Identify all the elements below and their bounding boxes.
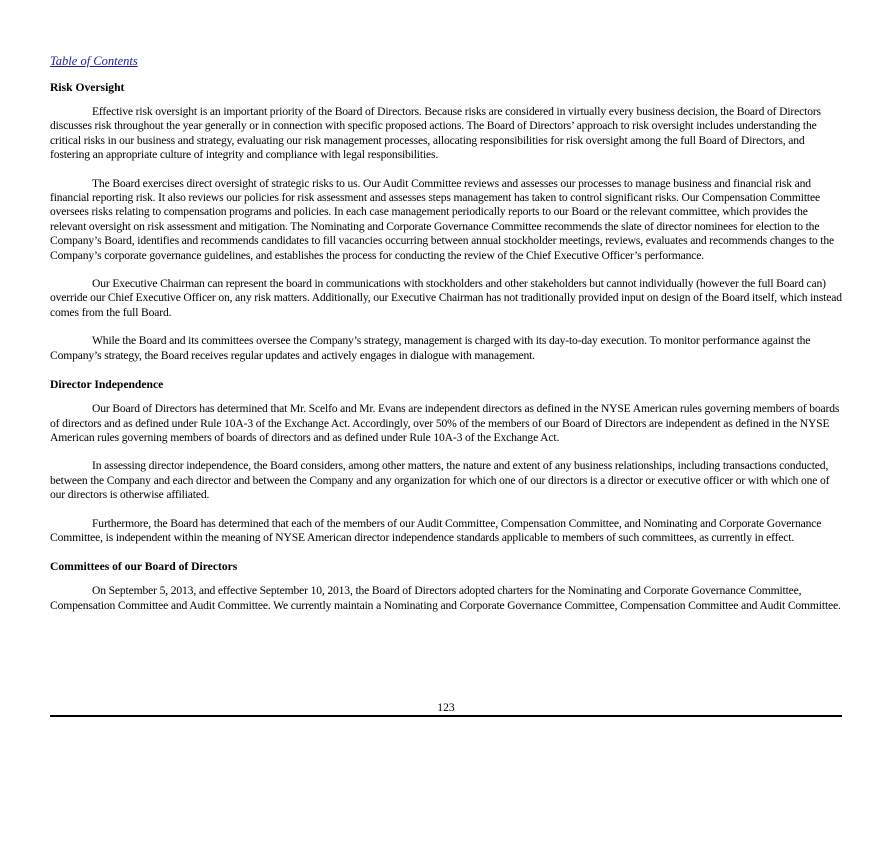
section-committees xyxy=(50,559,842,613)
spacer xyxy=(50,545,842,559)
spacer xyxy=(50,363,842,377)
page-number: 123 xyxy=(437,701,455,714)
section-director-independence xyxy=(50,377,842,545)
spacer xyxy=(50,95,842,105)
spacer xyxy=(50,574,842,584)
risk-oversight-paragraph-1: Effective risk oversight is an important priority of the Board of Directors. Because risks are considered in virtually every business decision, the Board of Directors discusses risk throughout the year generally or in connection with specific proposed actions. The Board of Directors’ approach to risk oversight includes understanding the critical risks in our business and strategy, evaluating our risk management processes, allocating responsibilities for risk oversight among the full Board of Directors, and fostering an appropriate culture of integrity and compliance with legal responsibilities. xyxy=(50,105,821,162)
spacer xyxy=(50,392,842,402)
section-heading-director-independence: Director Independence xyxy=(50,378,164,392)
risk-oversight-paragraph-4: While the Board and its committees oversee the Company’s strategy, management is charged with its day-to-day execution. To monitor performance against the Company’s strategy, the Board receives regular updates and actively engages in dialogue with management. xyxy=(50,334,811,362)
section-heading-risk-oversight: Risk Oversight xyxy=(50,81,125,94)
spacer xyxy=(50,445,842,459)
committees-paragraph-1: On September 5, 2013, and effective September 10, 2013, the Board of Directors adopted charters for the Nominating and Corporate Governance Committee, Compensation Committee and Audit Committee. We currently maintain a Nominating and Corporate Governance Committee, Compensation Committee and Audit Committee. xyxy=(50,584,841,612)
risk-oversight-paragraph-3: Our Executive Chairman can represent the board in communications with stockholders and other stakeholders but cannot individually (however the full Board can) override our Chief Executive Officer on, any risk matters. Additionally, our Executive Chairman has not traditionally provided input on design of the Board itself, which instead comes from the full Board. xyxy=(50,277,842,319)
table-of-contents-link[interactable]: Table of Contents xyxy=(50,54,138,68)
section-risk-oversight xyxy=(50,80,842,363)
spacer xyxy=(50,320,842,334)
risk-oversight-paragraph-2: The Board exercises direct oversight of strategic risks to us. Our Audit Committee reviews and assesses our processes to manage business and financial risk and financial reporting risk. It also reviews our policies for risk assessment and assesses steps management has taken to control significant risks. Our Compensation Committee oversees risks relating to compensation programs and policies. In each case management periodically reports to our Board or the relevant committee, which provides the relevant oversight on risk assessment and mitigation. The Nominating and Corporate Governance Committee recommends the slate of director nominees for election to the Company’s Board, identifies and recommends candidates to fill vacancies occurring between annual stockholder meetings, reviews, evaluates and recommends changes to the Company’s corporate governance guidelines, and establishes the process for conducting the review of the Chief Executive Officer’s performance. xyxy=(50,176,834,262)
section-heading-committees: Committees of our Board of Directors xyxy=(50,560,238,574)
director-independence-paragraph-3: Furthermore, the Board has determined that each of the members of our Audit Committee, Compensation Committee, and Nominating and Corporate Governance Committee, is independent within the meaning of NYSE American director independence standards applicable to members of such committees, as currently in effect. xyxy=(50,516,822,544)
page-bottom-rule xyxy=(50,715,842,717)
spacer xyxy=(50,263,842,277)
director-independence-paragraph-1: Our Board of Directors has determined that Mr. Scelfo and Mr. Evans are independent directors as defined in the NYSE American rules governing members of boards of directors and as defined under Rule 10A-3 of the Exchange Act. Accordingly, over 50% of the members of our Board of Directors are independent as defined in the NYSE American rules governing members of boards of directors and as defined under Rule 10A-3 of the Exchange Act. xyxy=(50,402,840,444)
spacer xyxy=(50,503,842,517)
document-page xyxy=(50,52,842,714)
director-independence-paragraph-2: In assessing director independence, the Board considers, among other matters, the nature and extent of any business relationships, including transactions conducted, between the Company and each director and between the Company and any organization for which one of our directors is a director or executive officer or with which one of our directors is otherwise affiliated. xyxy=(50,459,830,502)
spacer xyxy=(50,163,842,177)
spacer xyxy=(50,70,842,80)
